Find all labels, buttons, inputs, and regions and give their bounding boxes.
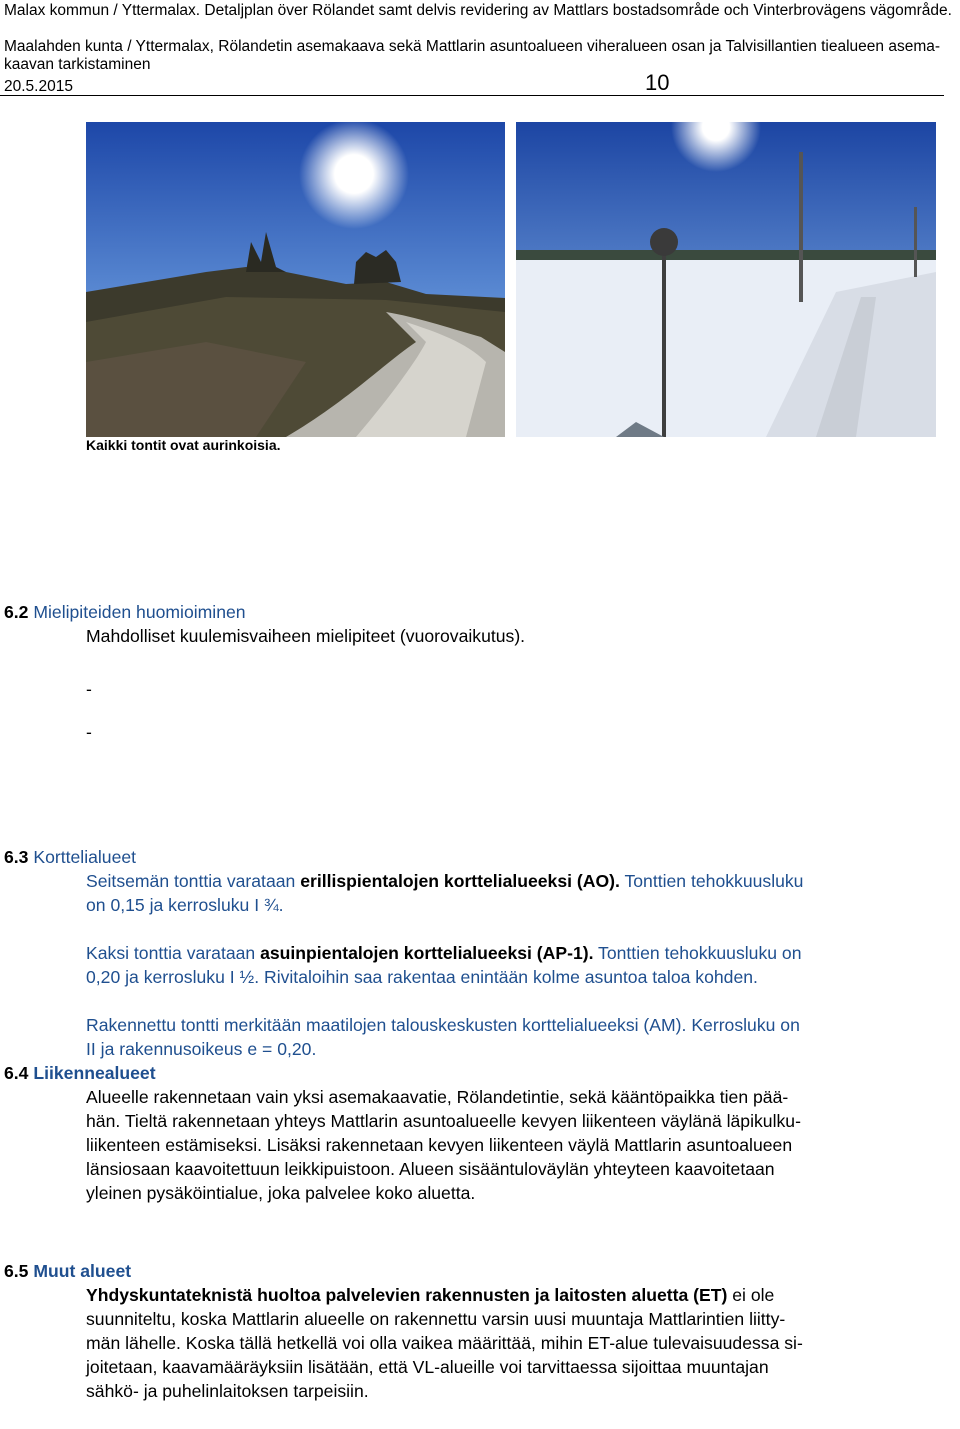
s65-line: sähkö- ja puhelinlaitoksen tarpeisiin. — [86, 1381, 369, 1401]
header-title-fi-cont: kaavan tarkistaminen — [4, 56, 151, 73]
s63-p2-line2: 0,20 ja kerrosluku I ½. Rivitaloihin saa rakentaa enintään kolme asuntoa taloa kohden. — [86, 967, 758, 987]
section-6-5-heading — [4, 1259, 131, 1283]
s65-line1 — [86, 1283, 774, 1307]
section-6-4-heading — [4, 1061, 156, 1085]
section-title: Muut alueet — [33, 1261, 132, 1281]
s65-line1-cont: ei ole — [727, 1285, 775, 1305]
s65-line: joitetaan, kaavamääräyksiin lisätään, että VL-alueille voi tarvittaessa sijoittaa muuntajan — [86, 1357, 769, 1377]
section-title: Korttelialueet — [33, 847, 137, 867]
s62-text: Mahdolliset kuulemisvaiheen mielipiteet (vuorovaikutus). — [86, 626, 526, 646]
section-title: Mielipiteiden huomioiminen — [33, 602, 246, 622]
s64-line: hän. Tieltä rakennetaan yhteys Mattlarin asuntoalueelle kevyen liikenteen väylänä läpikulku- — [86, 1111, 801, 1131]
s63-p1-text-cont: Tonttien tehokkuusluku — [619, 871, 804, 891]
s63-p1-line2: on 0,15 ja kerrosluku I ¾. — [86, 895, 284, 915]
s64-line: länsiosaan kaavoitettuun leikkipuistoon. Alueen sisääntuloväylän yhteyteen kaavoitetaan — [86, 1159, 775, 1179]
s63-p2-text-cont: Tonttien tehokkuusluku on — [593, 943, 802, 963]
section-number: 6.3 — [4, 847, 29, 867]
s63-p1-text: Seitsemän tonttia varataan — [86, 871, 301, 891]
header-date: 20.5.2015 — [4, 78, 73, 95]
section-number: 6.2 — [4, 602, 29, 622]
header-rule — [0, 95, 944, 96]
s63-p1-ao: erillispientalojen korttelialueeksi (AO). — [300, 871, 620, 891]
s65-line: suunniteltu, koska Mattlarin alueelle on rakennettu varsin uusi muuntaja Mattlarintien liitty- — [86, 1309, 786, 1329]
section-6-3-heading — [4, 845, 136, 869]
header-title-sv: Malax kommun / Yttermalax. Detaljplan över Rölandet samt delvis revidering av Mattlars bostadsområde och Vinterbrovägens vägområde. — [4, 2, 952, 19]
header-title-fi: Maalahden kunta / Yttermalax, Rölandetin asemakaava sekä Mattlarin asuntoalueen viheralueen osan ja Talvisillantien tiealueen asema- — [4, 38, 941, 55]
photo-caption: Kaikki tontit ovat aurinkoisia. — [86, 437, 281, 453]
s64-line: liikenteen estämiseksi. Lisäksi rakennetaan kevyen liikenteen väylä Mattlarin asuntoalueen — [86, 1135, 793, 1155]
s65-line: män lähelle. Koska tällä hetkellä voi olla vaikea määrittää, mihin ET-alue tulevaisuudessa si- — [86, 1333, 803, 1353]
s65-et-term: Yhdyskuntateknistä huoltoa palvelevien rakennusten ja laitosten aluetta (ET) — [86, 1285, 728, 1305]
s63-p3-line1: Rakennettu tontti merkitään maatilojen talouskeskusten korttelialueeksi (AM). Kerrosluku on — [86, 1015, 800, 1035]
s63-p2-text: Kaksi tonttia varataan — [86, 943, 261, 963]
section-title: Liikennealueet — [33, 1063, 156, 1083]
page-number: 10 — [645, 70, 670, 95]
s62-dash-2: - — [86, 722, 92, 742]
section-number: 6.4 — [4, 1063, 29, 1083]
s64-line: yleinen pysäköintialue, joka palvelee koko aluetta. — [86, 1183, 476, 1203]
s63-p2-line1 — [86, 941, 802, 965]
s63-p3-line2: II ja rakennusoikeus e = 0,20. — [86, 1039, 317, 1059]
photo-road-sunny — [86, 122, 505, 437]
s63-p1-line1 — [86, 869, 803, 893]
photo-road-snow — [516, 122, 936, 437]
s62-dash-1: - — [86, 679, 92, 699]
s64-line: Alueelle rakennetaan vain yksi asemakaavatie, Rölandetintie, sekä kääntöpaikka tien pää- — [86, 1087, 789, 1107]
section-number: 6.5 — [4, 1261, 29, 1281]
section-6-2-heading — [4, 600, 246, 624]
s63-p2-ap: asuinpientalojen korttelialueeksi (AP-1). — [260, 943, 594, 963]
